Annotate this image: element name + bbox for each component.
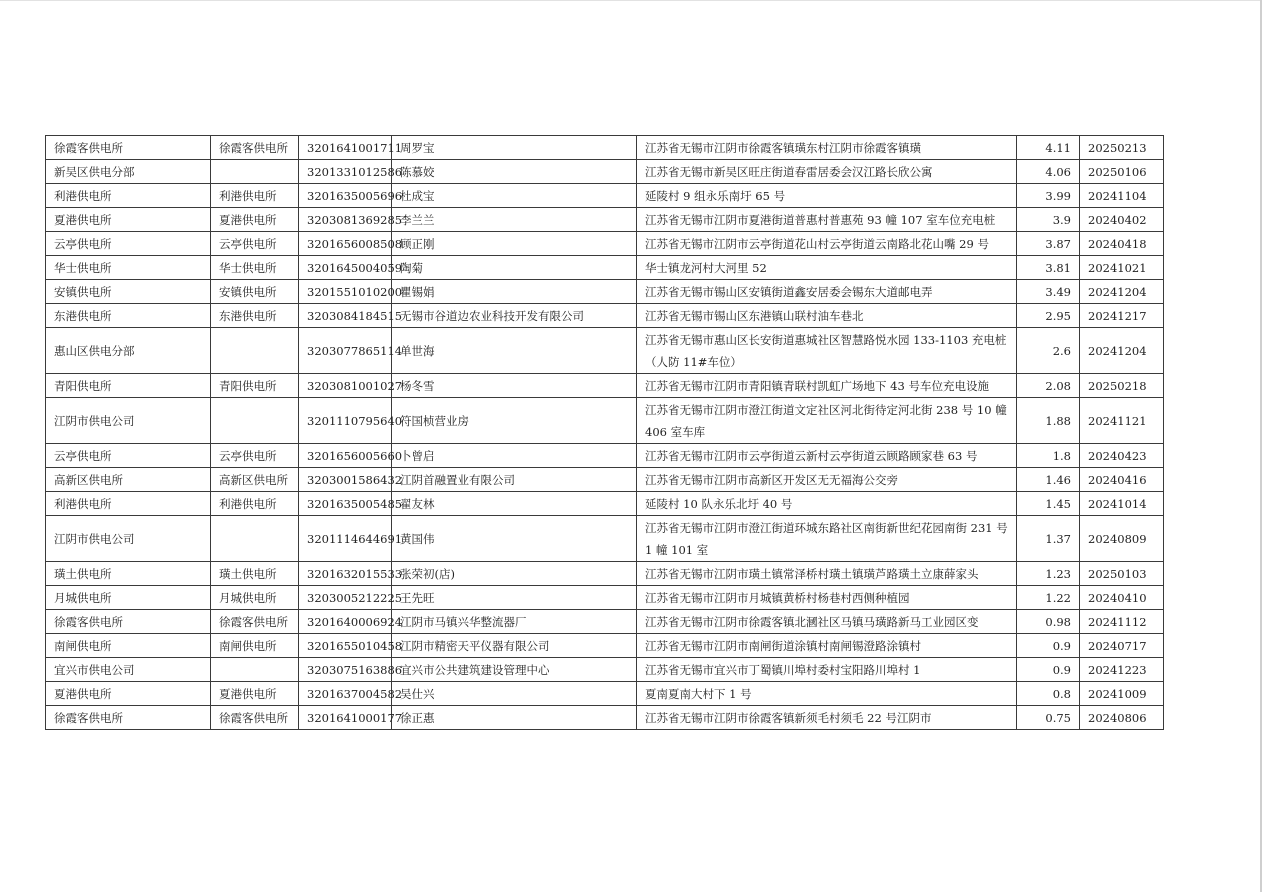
cell-value: 3.9 [1017,208,1080,232]
cell-supply-station: 南闸供电所 [211,634,299,658]
cell-date: 20241104 [1080,184,1164,208]
cell-address: 江苏省无锡市江阴市云亭街道云新村云亭街道云顾路顾家巷 63 号 [637,444,1017,468]
cell-date: 20250213 [1080,136,1164,160]
table-row [46,136,1164,160]
cell-account-number: 3201645004059 [299,256,392,280]
cell-address: 江苏省无锡市江阴市高新区开发区无无福海公交旁 [637,468,1017,492]
cell-date: 20250218 [1080,374,1164,398]
cell-date: 20240416 [1080,468,1164,492]
cell-supply-station: 利港供电所 [211,492,299,516]
cell-customer-name: 无锡市谷道边农业科技开发有限公司 [392,304,637,328]
cell-supply-unit: 青阳供电所 [46,374,211,398]
cell-date: 20240806 [1080,706,1164,730]
cell-customer-name: 江阴市马镇兴华整流器厂 [392,610,637,634]
cell-address: 江苏省无锡市江阴市南闸街道涂镇村南闸锡澄路涂镇村 [637,634,1017,658]
cell-supply-station [211,160,299,184]
cell-account-number: 3201551010200 [299,280,392,304]
cell-address: 江苏省无锡市江阴市徐霞客镇璜东村江阴市徐霞客镇璜 [637,136,1017,160]
cell-customer-name: 吴仕兴 [392,682,637,706]
table-row [46,232,1164,256]
cell-supply-station: 璜土供电所 [211,562,299,586]
cell-supply-station: 利港供电所 [211,184,299,208]
cell-value: 3.99 [1017,184,1080,208]
cell-value: 2.08 [1017,374,1080,398]
cell-address: 夏南夏南大村下 1 号 [637,682,1017,706]
cell-account-number: 3201110795640 [299,398,392,444]
cell-date: 20241021 [1080,256,1164,280]
cell-value: 0.9 [1017,634,1080,658]
cell-value: 3.49 [1017,280,1080,304]
cell-value: 1.23 [1017,562,1080,586]
table-row [46,658,1164,682]
cell-supply-station: 高新区供电所 [211,468,299,492]
cell-account-number: 3203084184515 [299,304,392,328]
cell-value: 1.8 [1017,444,1080,468]
table-row [46,160,1164,184]
cell-address: 延陵村 9 组永乐南圩 65 号 [637,184,1017,208]
cell-customer-name: 江阴首融置业有限公司 [392,468,637,492]
table-row [46,468,1164,492]
table-row [46,374,1164,398]
records-table-body [46,136,1164,730]
cell-address: 江苏省无锡市江阴市徐霞客镇北漍社区马镇马璜路新马工业园区变 [637,610,1017,634]
cell-address: 江苏省无锡市江阴市月城镇黄桥村杨巷村西侧种植园 [637,586,1017,610]
table-row [46,398,1164,444]
cell-customer-name: 黄国伟 [392,516,637,562]
cell-value: 1.22 [1017,586,1080,610]
cell-supply-station: 东港供电所 [211,304,299,328]
cell-value: 1.88 [1017,398,1080,444]
cell-address: 延陵村 10 队永乐北圩 40 号 [637,492,1017,516]
cell-customer-name: 杨冬雪 [392,374,637,398]
table-row [46,256,1164,280]
cell-account-number: 3201635005696 [299,184,392,208]
cell-date: 20241009 [1080,682,1164,706]
cell-account-number: 3201635005485 [299,492,392,516]
cell-address: 江苏省无锡市惠山区长安街道惠城社区智慧路悦水园 133-1103 充电桩（人防 11#车位） [637,328,1017,374]
cell-customer-name: 王先旺 [392,586,637,610]
cell-account-number: 3201632015533 [299,562,392,586]
table-row [46,328,1164,374]
cell-date: 20241217 [1080,304,1164,328]
cell-account-number: 3201114644691 [299,516,392,562]
cell-address: 江苏省无锡市江阴市澄江街道文定社区河北街待定河北街 238 号 10 幢 406 室车库 [637,398,1017,444]
cell-account-number: 3203005212225 [299,586,392,610]
cell-supply-unit: 新吴区供电分部 [46,160,211,184]
cell-account-number: 3201641001711 [299,136,392,160]
cell-account-number: 3201656008508 [299,232,392,256]
cell-address: 江苏省无锡市江阴市云亭街道花山村云亭街道云南路北花山嘴 29 号 [637,232,1017,256]
cell-supply-station: 华士供电所 [211,256,299,280]
cell-customer-name: 陈慕姣 [392,160,637,184]
cell-date: 20241014 [1080,492,1164,516]
table-row [46,184,1164,208]
cell-customer-name: 杜成宝 [392,184,637,208]
cell-customer-name: 符国桢营业房 [392,398,637,444]
cell-value: 3.87 [1017,232,1080,256]
cell-account-number: 3201331012586 [299,160,392,184]
table-row [46,682,1164,706]
cell-supply-unit: 江阴市供电公司 [46,398,211,444]
cell-supply-unit: 华士供电所 [46,256,211,280]
cell-customer-name: 宜兴市公共建筑建设管理中心 [392,658,637,682]
cell-address: 江苏省无锡市江阴市徐霞客镇新须毛村须毛 22 号江阴市 [637,706,1017,730]
records-table [45,135,1164,730]
cell-supply-station: 月城供电所 [211,586,299,610]
cell-date: 20241121 [1080,398,1164,444]
cell-supply-station: 徐霞客供电所 [211,610,299,634]
cell-value: 0.98 [1017,610,1080,634]
cell-address: 华士镇龙河村大河里 52 [637,256,1017,280]
cell-address: 江苏省无锡市锡山区安镇街道鑫安居委会锡东大道邮电弄 [637,280,1017,304]
cell-supply-unit: 夏港供电所 [46,682,211,706]
cell-supply-station: 青阳供电所 [211,374,299,398]
cell-supply-unit: 徐霞客供电所 [46,610,211,634]
cell-date: 20240423 [1080,444,1164,468]
cell-supply-station [211,516,299,562]
cell-value: 2.95 [1017,304,1080,328]
table-row [46,634,1164,658]
cell-account-number: 3203075163886 [299,658,392,682]
cell-customer-name: 周罗宝 [392,136,637,160]
cell-address: 江苏省无锡市江阴市澄江街道环城东路社区南街新世纪花园南街 231 号 1 幢 101 室 [637,516,1017,562]
table-row [46,610,1164,634]
cell-supply-station: 云亭供电所 [211,232,299,256]
cell-value: 1.46 [1017,468,1080,492]
cell-account-number: 3203077865114 [299,328,392,374]
cell-value: 1.37 [1017,516,1080,562]
cell-value: 1.45 [1017,492,1080,516]
table-row [46,208,1164,232]
cell-date: 20241204 [1080,328,1164,374]
cell-customer-name: 卜曾启 [392,444,637,468]
table-row [46,304,1164,328]
cell-supply-station: 安镇供电所 [211,280,299,304]
cell-supply-station [211,658,299,682]
cell-supply-station: 夏港供电所 [211,208,299,232]
table-row [46,706,1164,730]
cell-date: 20250103 [1080,562,1164,586]
cell-supply-unit: 徐霞客供电所 [46,136,211,160]
cell-supply-unit: 月城供电所 [46,586,211,610]
cell-date: 20240402 [1080,208,1164,232]
cell-account-number: 3203081369285 [299,208,392,232]
cell-supply-unit: 安镇供电所 [46,280,211,304]
cell-supply-unit: 东港供电所 [46,304,211,328]
cell-supply-unit: 利港供电所 [46,184,211,208]
cell-supply-unit: 江阴市供电公司 [46,516,211,562]
cell-customer-name: 徐正惠 [392,706,637,730]
cell-supply-unit: 云亭供电所 [46,444,211,468]
table-row [46,280,1164,304]
cell-supply-unit: 云亭供电所 [46,232,211,256]
cell-supply-unit: 宜兴市供电公司 [46,658,211,682]
cell-address: 江苏省无锡市宜兴市丁蜀镇川埠村委村宝阳路川埠村 1 [637,658,1017,682]
cell-supply-station [211,398,299,444]
cell-address: 江苏省无锡市江阴市夏港街道普惠村普惠苑 93 幢 107 室车位充电桩 [637,208,1017,232]
cell-supply-unit: 璜土供电所 [46,562,211,586]
cell-supply-station: 夏港供电所 [211,682,299,706]
cell-account-number: 3203081001027 [299,374,392,398]
cell-customer-name: 张荣初(店) [392,562,637,586]
page-top-border [0,0,1262,1]
cell-customer-name: 翟友林 [392,492,637,516]
cell-address: 江苏省无锡市锡山区东港镇山联村油车巷北 [637,304,1017,328]
cell-address: 江苏省无锡市新吴区旺庄街道春雷居委会汉江路长欣公寓 [637,160,1017,184]
cell-date: 20240418 [1080,232,1164,256]
cell-account-number: 3201656005660 [299,444,392,468]
cell-customer-name: 瞿锡娟 [392,280,637,304]
cell-customer-name: 单世海 [392,328,637,374]
cell-supply-unit: 利港供电所 [46,492,211,516]
cell-value: 0.8 [1017,682,1080,706]
table-row [46,444,1164,468]
cell-date: 20240410 [1080,586,1164,610]
cell-date: 20240809 [1080,516,1164,562]
cell-supply-station: 徐霞客供电所 [211,706,299,730]
cell-supply-unit: 南闸供电所 [46,634,211,658]
table-row [46,492,1164,516]
table-row [46,586,1164,610]
cell-value: 4.06 [1017,160,1080,184]
cell-account-number: 3203001586432 [299,468,392,492]
cell-account-number: 3201640006924 [299,610,392,634]
cell-supply-unit: 徐霞客供电所 [46,706,211,730]
cell-customer-name: 陶菊 [392,256,637,280]
cell-account-number: 3201655010458 [299,634,392,658]
cell-supply-unit: 惠山区供电分部 [46,328,211,374]
table-row [46,562,1164,586]
cell-supply-station: 云亭供电所 [211,444,299,468]
cell-value: 0.75 [1017,706,1080,730]
cell-account-number: 3201641000177 [299,706,392,730]
cell-supply-unit: 高新区供电所 [46,468,211,492]
cell-customer-name: 李兰兰 [392,208,637,232]
cell-value: 4.11 [1017,136,1080,160]
cell-supply-station: 徐霞客供电所 [211,136,299,160]
cell-date: 20241223 [1080,658,1164,682]
cell-value: 2.6 [1017,328,1080,374]
cell-date: 20240717 [1080,634,1164,658]
cell-value: 3.81 [1017,256,1080,280]
cell-customer-name: 江阴市精密天平仪器有限公司 [392,634,637,658]
cell-supply-station [211,328,299,374]
cell-value: 0.9 [1017,658,1080,682]
cell-date: 20241112 [1080,610,1164,634]
cell-account-number: 3201637004582 [299,682,392,706]
cell-address: 江苏省无锡市江阴市璜土镇常泽桥村璜土镇璜芦路璜土立康薛家头 [637,562,1017,586]
cell-date: 20241204 [1080,280,1164,304]
table-row [46,516,1164,562]
cell-address: 江苏省无锡市江阴市青阳镇青联村凯虹广场地下 43 号车位充电设施 [637,374,1017,398]
cell-supply-unit: 夏港供电所 [46,208,211,232]
cell-date: 20250106 [1080,160,1164,184]
cell-customer-name: 顾正刚 [392,232,637,256]
